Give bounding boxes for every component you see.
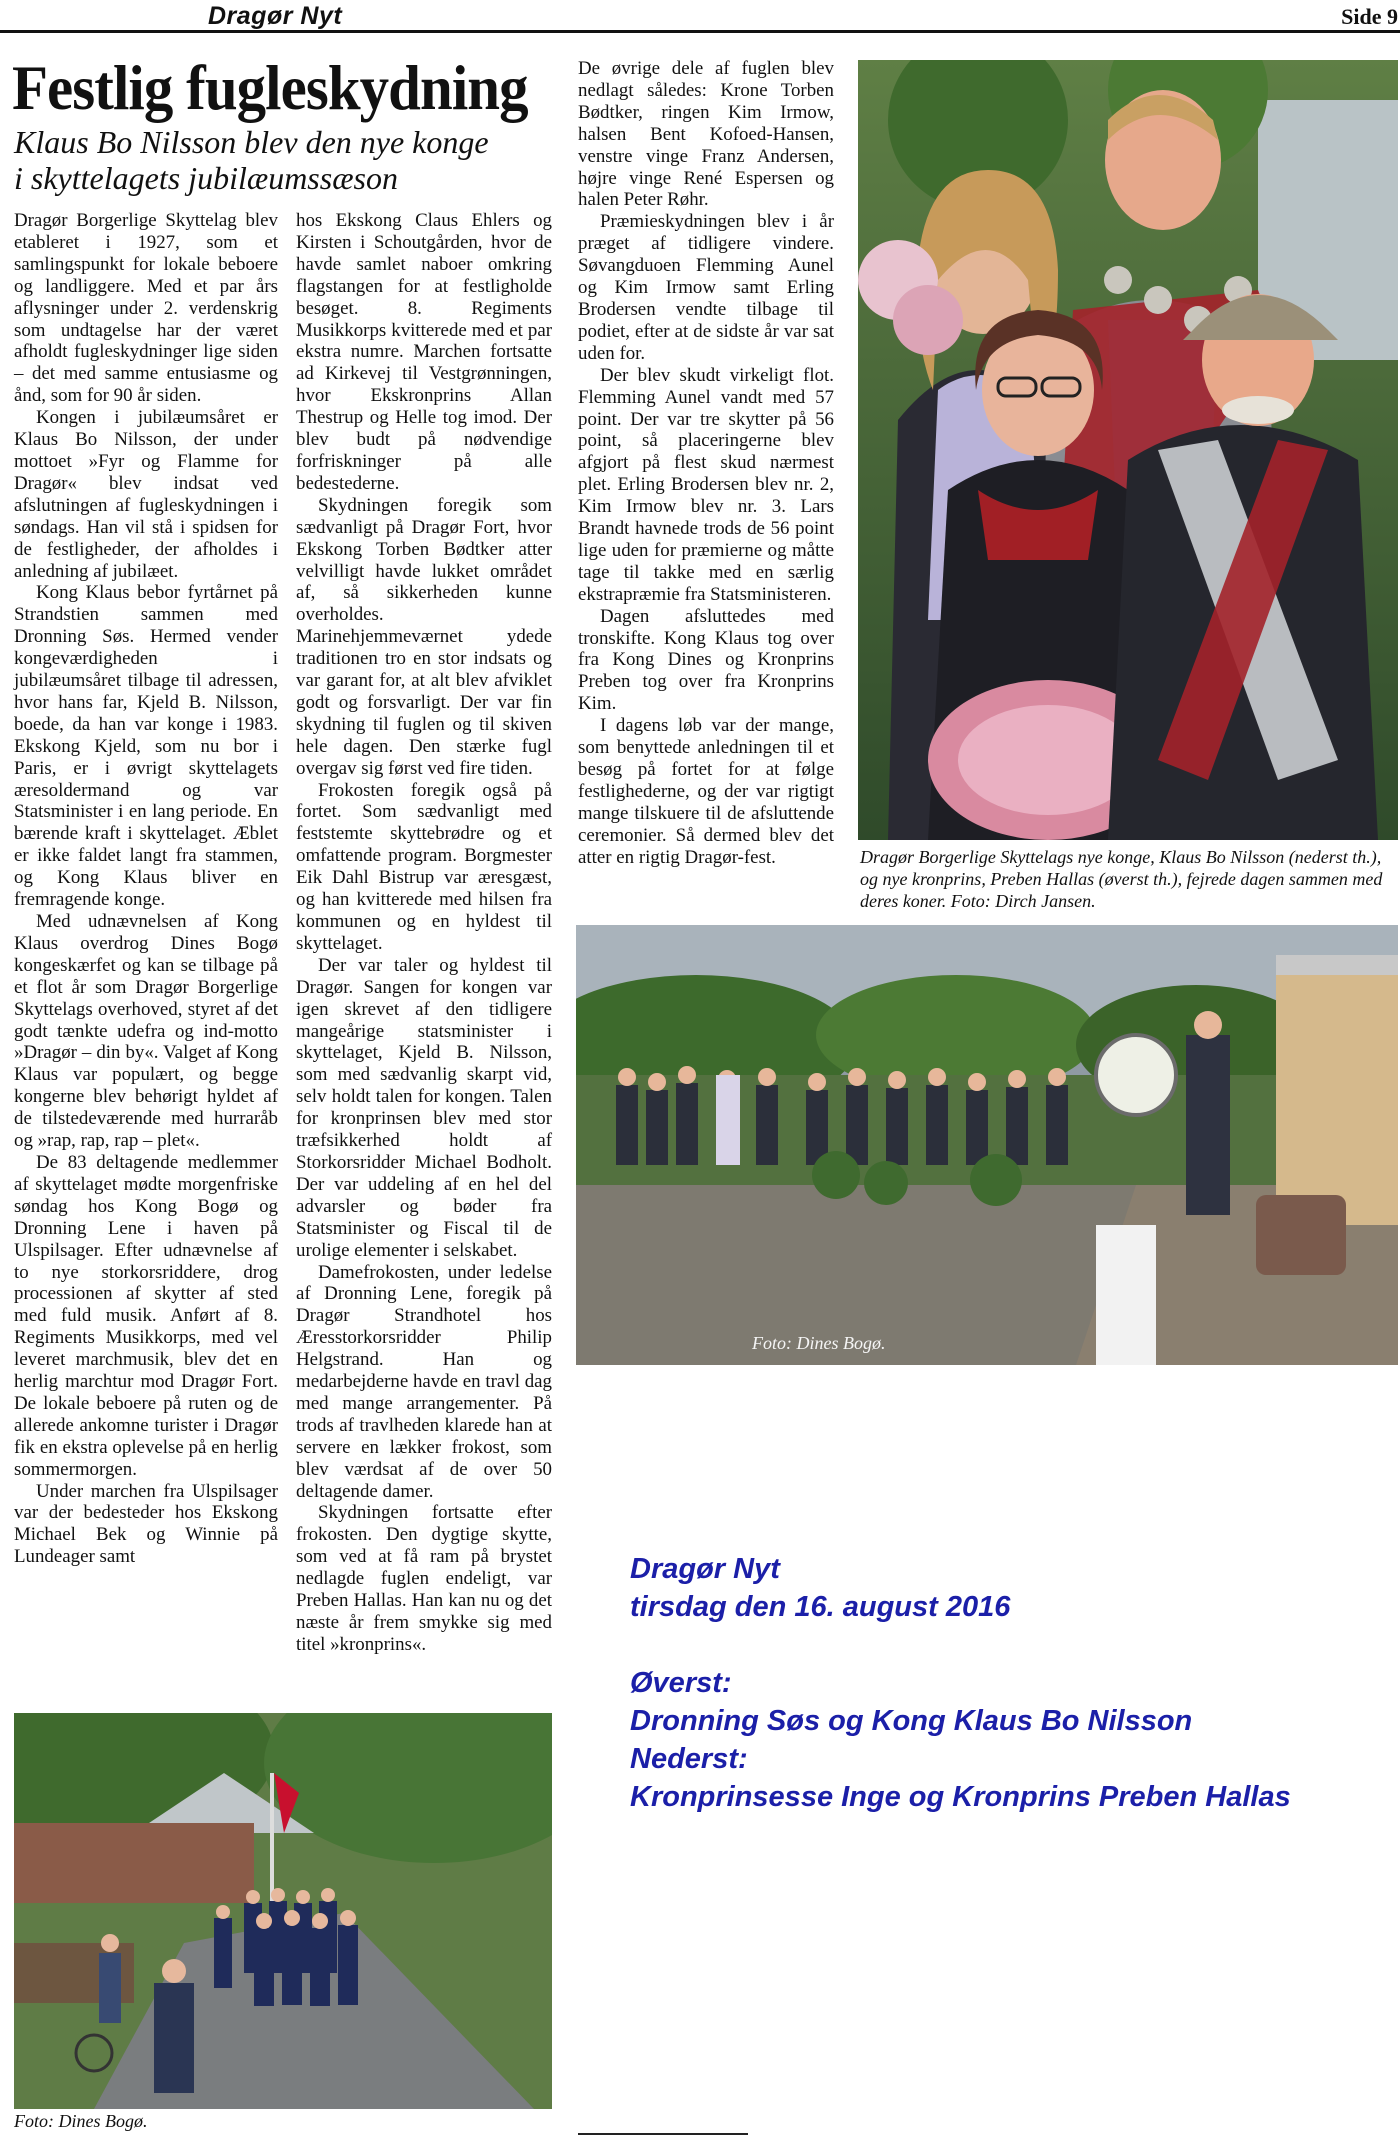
article-column-3: [578, 58, 834, 869]
paragraph: Der blev skudt virkeligt flot. Flemming Aunel vandt med 57 point. Der var tre skytter på 56 point, så placeringerne blev afgjort på flest skud nærmest plet. Erling Brodersen blev nr. 2, Kim Irmow blev nr. 3. Lars Brandt havnede trods de 56 point lige uden for præmierne og måtte tage til takke med en særlig ekstrapræmie fra Statsministeren.: [578, 364, 834, 605]
paragraph: Dragør Borgerlige Skyttelag blev etableret i 1927, som et samlingspunkt for lokale beboere og landliggere. Med et par års aflysninger under 2. verdenskrig som undtagelse har der været afholdt fugleskydninger lige siden – det med samme entusiasme og ånd, som for 90 år siden.: [14, 210, 278, 407]
note-top-names: Dronning Søs og Kong Klaus Bo Nilsson: [630, 1705, 1193, 1737]
garden-photo-credit: Foto: Dines Bogø.: [752, 1333, 886, 1353]
note-top-label: Øverst:: [630, 1667, 732, 1699]
band-photo-credit: Foto: Dines Bogø.: [14, 2111, 148, 2131]
note-paper: Dragør Nyt: [630, 1553, 780, 1585]
paragraph: Skydningen foregik som sædvanligt på Dragør Fort, hvor Ekskong Torben Bødtker atter velvilligt havde lukket området af, så sikkerheden kunne overholdes. Marinehjemmeværnet ydede traditionen tro en stor indsats og var garant for, at alt blev afviklet godt og forsvarligt. Der var fin skydning til fuglen og til skiven hele dagen. Den stærke fugl overgav sig først ved fire tiden.: [296, 494, 552, 779]
paragraph: De 83 deltagende medlemmer af skyttelaget mødte morgenfriske søndag hos Kong Bogø og Dronning Lene i haven på Ulspilsager. Efter udnævnelse af to nye storkorsriddere, drog processionen af skytter af sted med fuld musik. Anført af 8. Regiments Musikkorps, med vel leveret marchmusik, blev det en herlig marchtur mod Dragør Fort. De lokale beboere på ruten og de allerede ankomne turister i Dragør fik en ekstra oplevelse på en herlig sommermorgen.: [14, 1151, 278, 1480]
paragraph: De øvrige dele af fuglen blev nedlagt således: Krone Torben Bødtker, ringen Kim Irmow, halsen Bent Kofoed-Hansen, venstre vinge Franz Andersen, højre vinge René Espersen og halen Peter Røhr.: [578, 58, 834, 211]
couples-photo: [858, 60, 1398, 840]
subheadline-line-1: Klaus Bo Nilsson blev den nye konge: [14, 124, 489, 160]
paragraph: Med udnævnelsen af Kong Klaus overdrog Dines Bogø kongeskærfet og kan se tilbage på et flot år som Dragør Borgerlige Skyttelags overhoved, styret af det godt tænkte udefra og ind-motto »Dragør – din by«. Valget af Kong Klaus var populært, og begge kongerne blev behørigt hyldet af de tilstedeværende med hurraråb og »rap, rap, rap – plet«.: [14, 911, 278, 1152]
article-headline: Festlig fugleskydning: [12, 52, 528, 123]
note-bottom-names: Kronprinsesse Inge og Kronprins Preben Hallas: [630, 1781, 1291, 1813]
paragraph: Damefrokosten, under ledelse af Dronning Lene, foregik på Dragør Strandhotel hos Æresstorkorsridder Philip Helgstrand. Han og medarbejderne havde en travl dag med mange arrangementer. På trods af travlheden klarede han at servere en lækker frokost, som blev værdsat af de over 50 deltagende damer.: [296, 1261, 552, 1502]
marching-band-photo: [14, 1713, 552, 2109]
paragraph: Skydningen fortsatte efter frokosten. Den dygtige skytte, som ved at få ram på brystet nedlagde fuglen endeligt, var Preben Hallas. Han kan nu og det næste år frem smykke sig med titel »kronprins«.: [296, 1502, 552, 1655]
note-spacer: [630, 1626, 1390, 1664]
paragraph: Frokosten foregik også på fortet. Som sædvanligt med feststemte skyttebrødre og et omfattende program. Borgmester Eik Dahl Bistrup var æresgæst, og han kvitterede med hilsen fra kommunen og en hyldest til skyttelaget.: [296, 779, 552, 954]
masthead: [0, 0, 1400, 34]
masthead-rule: [0, 30, 1400, 33]
article-column-2: [296, 210, 552, 1656]
edition-note: [630, 1550, 1390, 1816]
paragraph: Præmieskydningen blev i år præget af tidligere vindere. Søvangduoen Flemming Aunel og Kim Irmow samt Erling Brodersen vendte tilbage til podiet, efter at de sidste år var sat uden for.: [578, 211, 834, 364]
paragraph: Under marchen fra Ulspilsager var der bedesteder hos Ekskong Michael Bek og Winnie på Lundeager samt: [14, 1480, 278, 1568]
paragraph: Der var taler og hyldest til Dragør. Sangen for kongen var igen skrevet af den tidligere mangeårige statsminister i skyttelaget, Kjeld B. Nilsson, som med sædvanlig skarpt vid, selv holdt talen for kongen. Talen for kronprinsen blev med stor træfsikkerhed holdt af Storkorsridder Michael Bodholt. Der var uddeling af en hel del advarsler og bøder fra Statsminister og Fiscal til de urolige elementer i selskabet.: [296, 954, 552, 1261]
paragraph: hos Ekskong Claus Ehlers og Kirsten i Schoutgården, hvor de havde samlet naboer omkring flagstangen for at festligholde besøget. 8. Regiments Musikkorps kvitterede med et par ekstra numre. Marchen fortsatte ad Kirkevej til Vestgrønningen, hvor Ekskronprins Allan Thestrup og Helle tog imod. Der blev budt på nødvendige forfriskninger på alle bedestederne.: [296, 210, 552, 494]
paragraph: Kong Klaus bebor fyrtårnet på Strandstien sammen med Dronning Søs. Hermed vender kongeværdigheden i jubilæumsåret tilbage til adressen, hvor hans far, Kjeld B. Nilsson, boede, da han var konge i 1983. Ekskong Kjeld, som nu bor i Paris, er i øvrigt skyttelagets æresoldermand og var Statsminister i en lang periode. En bærende kraft i skyttelaget. Æblet er ikke faldet langt fra stammen, og Kong Klaus bliver en fremragende konge.: [14, 582, 278, 911]
bottom-rule: [578, 2133, 748, 2135]
garden-ceremony-photo: [576, 925, 1398, 1365]
page-number: Side 9: [1341, 4, 1398, 29]
note-bottom-label: Nederst:: [630, 1743, 748, 1775]
paragraph: I dagens løb var der mange, som benyttede anledningen til et besøg på fortet for at følge festlighederne, og der var rigtigt mange tilskuere til de afsluttende ceremonier. Så dermed blev det atter en rigtig Dragør-fest.: [578, 715, 834, 868]
paper-name: Dragør Nyt: [208, 2, 343, 30]
article-subheadline: [14, 124, 554, 196]
note-date: tirsdag den 16. august 2016: [630, 1591, 1011, 1623]
subheadline-line-2: i skyttelagets jubilæumssæson: [14, 160, 398, 196]
couples-photo-caption: Dragør Borgerlige Skyttelags nye konge, Klaus Bo Nilsson (nederst th.), og nye kronprins, Preben Hallas (øverst th.), fejrede dagen sammen med deres koner. Foto: Dirch Jansen.: [860, 847, 1383, 911]
article-column-1: [14, 210, 278, 1568]
paragraph: Dagen afsluttedes med tronskifte. Kong Klaus tog over fra Kong Dines og Kronprins Preben tog over fra Kronprins Kim.: [578, 605, 834, 715]
paragraph: Kongen i jubilæumsåret er Klaus Bo Nilsson, der under mottoet »Fyr og Flamme for Dragør« blev indsat ved afslutningen af fugleskydningen i søndags. Han vil stå i spidsen for de festligheder, der afholdes i anledning af jubilæet.: [14, 407, 278, 582]
